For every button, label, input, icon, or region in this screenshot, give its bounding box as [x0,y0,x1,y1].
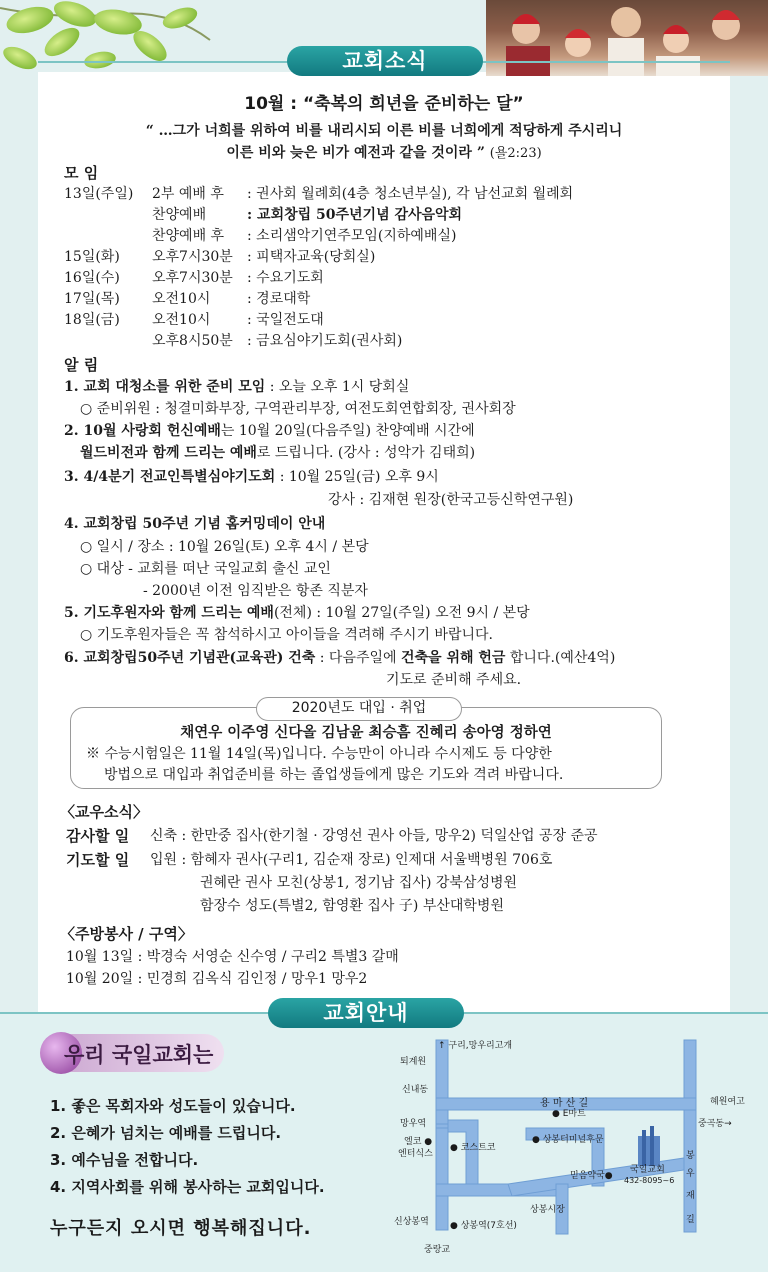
news-title: 교회소식 [287,46,483,76]
meeting-row-desc: : 경로대학 [247,291,311,307]
notice-2 [64,421,475,442]
map-mideum: 믿음약국● [570,1171,613,1181]
notice-3 [64,467,439,488]
map-sinnae: 신내동 [402,1085,429,1095]
map-yongmasan: 용 마 산 길 [540,1098,589,1109]
meeting-row-time: 오후7시30분 [152,249,233,265]
month-theme-title: 10월 : “축복의 희년을 준비하는 달” [244,94,524,114]
meeting-row-desc: : 국일전도대 [247,312,324,328]
meeting-row-day: 16일(수) [64,270,120,286]
notice-2-line2 [80,443,475,464]
notice-2-highlight: 월드비전과 함께 드리는 예배 [80,445,257,461]
map-sangbong-terminal: ● 상봉터미널후문 [532,1135,604,1145]
notice-6-line2: 기도로 준비해 주세요. [386,672,522,688]
verse-line-2 [0,143,768,164]
intro-item-1: 1. 좋은 목회자와 성도들이 있습니다. [50,1097,296,1115]
meeting-row-time: 오전10시 [152,312,211,328]
map-elco-1: 엘코 ● [404,1137,433,1147]
prayer-label: 기도할 일 [66,851,130,869]
meetings-heading: 모 임 [64,164,99,182]
map-sangbong-market: 상봉시장 [530,1205,565,1215]
meeting-row-desc: : 교회창립 50주년기념 감사음악회 [247,207,463,223]
notice-5-text: (전체) : 10월 27일(주일) 오전 9시 / 본당 [273,605,530,621]
notice-1-title: 1. 교회 대청소를 위한 준비 모임 [64,379,266,395]
road-vertical-left [436,1040,448,1230]
map-sinsangbong: 신상봉역 [394,1217,429,1227]
intro-item-2: 2. 은혜가 넘치는 예배를 드립니다. [50,1124,282,1142]
notice-1 [64,377,409,398]
meeting-row-time: 찬양예배 [152,207,207,223]
meeting-row-desc: : 금요심야기도회(권사회) [247,333,403,349]
notice-6 [64,648,615,669]
map-arrow-guri: ↑ 구리,망우리고개 [438,1041,513,1051]
notice-2-text: 는 10월 20일(다음주일) 찬양예배 시간에 [220,423,475,439]
kitchen-row-1: 10월 13일 : 박경숙 서영순 신수영 / 구리2 특별3 갈매 [66,949,399,965]
prayer-text-3: 함장수 성도(특별2, 함영환 집사 子) 부산대학병원 [200,898,504,914]
admission-note-1: ※ 수능시험일은 11월 14일(목)입니다. 수능만이 아니라 수시제도 등 다양한 [86,746,552,762]
verse-line-1: “ …그가 너희를 위하여 비를 내리시되 이른 비를 너희에게 적당하게 주시리니 [145,123,623,139]
map-junggok: 중곡동→ [698,1119,732,1129]
notice-5 [64,603,530,624]
prayer-text-1: 입원 : 함혜자 권사(구리1, 김순재 장로) 인제대 서울백병원 706호 [150,852,553,868]
meeting-row-desc: : 수요기도회 [247,270,324,286]
meeting-row-desc: : 피택자교육(당회실) [247,249,376,265]
members-news-heading: 〈교우소식〉 [60,803,148,821]
admission-note-2: 방법으로 대입과 취업준비를 하는 졸업생들에게 많은 기도와 격려 바랍니다. [104,767,564,783]
notice-5-sub: ○ 기도후원자들은 꼭 참석하시고 아이들을 격려해 주시기 바랍니다. [80,627,493,643]
verse-reference: (욜2:23) [489,146,542,161]
prayer-text-2: 권혜란 권사 모친(상봉1, 정기남 집사) 강북삼성병원 [200,875,518,891]
guide-title: 교회안내 [268,998,464,1028]
map-jungnang: 중랑교 [424,1245,451,1255]
church-location-map [388,1034,768,1260]
map-bongu-4: 길 [686,1215,695,1225]
notice-4-sub1: ○ 일시 / 장소 : 10월 26일(토) 오후 4시 / 본당 [80,539,369,555]
meeting-row-day: 13일(주일) [64,186,134,202]
meeting-row-desc: : 소리샘악기연주모임(지하예배실) [247,228,457,244]
meeting-row-day: 15일(화) [64,249,120,265]
admission-label: 2020년도 대입 · 취업 [256,697,462,721]
intro-closing: 누구든지 오시면 행복해집니다. [50,1218,312,1239]
map-church-name: 국일교회 [630,1165,665,1175]
map-mangu-station: 망우역 [400,1119,427,1129]
notice-6-text-2: 합니다.(예산4억) [505,650,616,666]
notice-2-title: 2. 10월 사랑회 헌신예배 [64,423,221,439]
notice-4-sub2: ○ 대상 - 교회를 떠난 국일교회 출신 교인 [80,561,331,577]
meeting-row-time: 찬양예배 후 [152,228,225,244]
kitchen-row-2: 10월 20일 : 민경희 김옥식 김인정 / 망우1 망우2 [66,971,368,987]
meeting-row-day: 17일(목) [64,291,120,307]
notice-5-title: 5. 기도후원자와 함께 드리는 예배 [64,605,274,621]
meeting-row-time: 오전10시 [152,291,211,307]
notice-4-title: 4. 교회창립 50주년 기념 홈커밍데이 안내 [64,516,326,532]
notice-3-text: : 10월 25일(금) 오후 9시 [275,469,439,485]
road-vertical-right [684,1040,696,1232]
meeting-row-time: 2부 예배 후 [152,186,224,202]
intro-item-4: 4. 지역사회를 위해 봉사하는 교회입니다. [50,1178,325,1196]
notice-6-highlight: 건축을 위해 헌금 [401,650,506,666]
map-bongu-2: 우 [686,1169,695,1179]
intro-item-3: 3. 예수님을 전합니다. [50,1151,199,1169]
choir-photo [486,0,768,76]
notice-1-sub: ○ 준비위원 : 청결미화부장, 구역관리부장, 여전도회연합회장, 권사회장 [80,401,516,417]
meeting-row-desc: : 권사회 월례회(4층 청소년부실), 각 남선교회 월례회 [247,186,574,202]
notice-6-text: : 다음주일에 [315,650,401,666]
notice-3-line2: 강사 : 김재현 원장(한국고등신학연구원) [328,492,574,508]
notice-1-text: : 오늘 오후 1시 당회실 [265,379,410,395]
thanks-text: 신축 : 한만중 집사(한기철 · 강영선 권사 아들, 망우2) 덕일산업 공장 준공 [150,828,598,844]
verse-line-2-text: 이른 비와 늦은 비가 예전과 같을 것이라 ” [226,145,485,161]
map-costco: ● 코스트코 [450,1143,496,1153]
map-toegyewon: 퇴계원 [400,1057,427,1067]
meeting-row-time: 오후8시50분 [152,333,233,349]
kitchen-heading: 〈주방봉사 / 구역〉 [60,925,193,943]
meeting-row-time: 오후7시30분 [152,270,233,286]
leaves-decoration [0,0,230,80]
road-mark [436,1124,448,1128]
map-bongu-3: 재 [686,1191,695,1201]
notice-2-line2-text: 로 드립니다. (강사 : 성악가 김태희) [256,445,476,461]
church-icon [638,1126,660,1166]
notice-6-title: 6. 교회창립50주년 기념관(교육관) 건축 [64,650,316,666]
intro-title: 우리 국일교회는 [64,1043,214,1067]
map-church-phone: 432-8095~6 [624,1176,675,1185]
thanks-label: 감사할 일 [66,827,130,845]
meeting-row-day: 18일(금) [64,312,120,328]
map-hyewon: 혜원여고 [710,1097,745,1107]
admission-names: 채연우 이주영 신다올 김남윤 최승흠 진혜리 송아영 정하연 [180,724,552,741]
map-emart: ● E마트 [552,1109,586,1119]
map-sangbong-station: ● 상봉역(7호선) [450,1221,517,1231]
map-bongu-1: 봉 [686,1151,695,1161]
notice-4-sub3: - 2000년 이전 임직받은 항존 직분자 [143,583,368,599]
notices-heading: 알 림 [64,356,99,374]
map-elco-2: 엔터식스 [398,1149,433,1159]
notice-3-title: 3. 4/4분기 전교인특별심야기도회 [64,469,276,485]
